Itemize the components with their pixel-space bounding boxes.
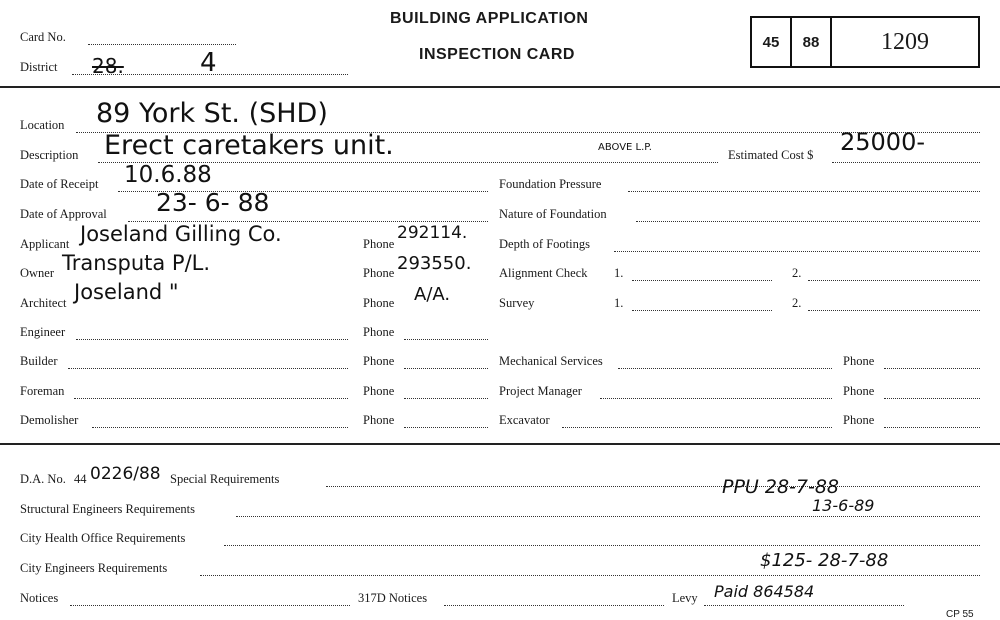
city-health-line[interactable]	[224, 545, 980, 546]
levy-value: Paid 864584	[714, 582, 815, 601]
card-no-line[interactable]	[88, 44, 236, 45]
da-no-prefix: 44	[74, 472, 87, 486]
city-engineers-label: City Engineers Requirements	[20, 561, 168, 575]
owner-phone-value: 293550.	[397, 253, 472, 274]
structural-engineers-label: Structural Engineers Requirements	[20, 502, 195, 516]
middle-divider	[0, 443, 1000, 445]
levy-label: Levy	[672, 591, 698, 605]
demolisher-phone-line[interactable]	[404, 427, 488, 428]
foreman-line[interactable]	[74, 398, 348, 399]
foreman-phone-label: Phone	[363, 384, 395, 398]
city-health-label: City Health Office Requirements	[20, 531, 186, 545]
location-value: 89 York St. (SHD)	[96, 98, 328, 129]
location-label: Location	[20, 118, 65, 132]
special-requirements-label: Special Requirements	[170, 472, 280, 486]
demolisher-phone-label: Phone	[363, 413, 395, 427]
applicant-label: Applicant	[20, 237, 70, 251]
project-manager-label: Project Manager	[499, 384, 582, 398]
excavator-phone-label: Phone	[843, 413, 875, 427]
project-manager-phone-label: Phone	[843, 384, 875, 398]
depth-of-footings-label: Depth of Footings	[499, 237, 590, 251]
alignment-check-num1: 1.	[614, 266, 624, 280]
demolisher-line[interactable]	[92, 427, 348, 428]
card-number-box: 1209	[830, 16, 980, 68]
date-of-approval-label: Date of Approval	[20, 207, 107, 221]
architect-value: Joseland "	[74, 280, 179, 304]
builder-line[interactable]	[68, 368, 348, 369]
nature-of-foundation-label: Nature of Foundation	[499, 207, 607, 221]
header-divider	[0, 86, 1000, 88]
alignment-check-line-1[interactable]	[632, 280, 772, 281]
card-box-1: 45	[750, 16, 792, 68]
owner-phone-label: Phone	[363, 266, 395, 280]
mechanical-services-phone-label: Phone	[843, 354, 875, 368]
excavator-label: Excavator	[499, 413, 550, 427]
owner-label: Owner	[20, 266, 55, 280]
notices-line[interactable]	[70, 605, 350, 606]
demolisher-label: Demolisher	[20, 413, 79, 427]
date-of-receipt-label: Date of Receipt	[20, 177, 99, 191]
notices-317d-label: 317D Notices	[358, 591, 428, 605]
mechanical-services-label: Mechanical Services	[499, 354, 603, 368]
engineer-line[interactable]	[76, 339, 348, 340]
applicant-phone-label: Phone	[363, 237, 395, 251]
builder-label: Builder	[20, 354, 58, 368]
estimated-cost-value: 25000-	[840, 128, 926, 156]
survey-line-2[interactable]	[808, 310, 980, 311]
applicant-value: Joseland Gilling Co.	[80, 222, 282, 246]
notices-317d-line[interactable]	[444, 605, 664, 606]
card-box-2: 88	[790, 16, 832, 68]
special-requirements-line[interactable]	[326, 486, 980, 487]
estimated-cost-label: Estimated Cost $	[728, 148, 814, 162]
date-of-receipt-value: 10.6.88	[124, 162, 212, 188]
owner-value: Transputa P/L.	[62, 251, 211, 275]
form-title-line1: BUILDING APPLICATION	[390, 10, 589, 27]
project-manager-phone-line[interactable]	[884, 398, 980, 399]
da-no-value: 0226/88	[90, 464, 161, 484]
levy-line[interactable]	[704, 605, 904, 606]
form-code: CP 55	[946, 609, 974, 620]
da-no-label: D.A. No.	[20, 472, 66, 486]
depth-of-footings-line[interactable]	[614, 251, 980, 252]
district-label: District	[20, 60, 58, 74]
architect-label: Architect	[20, 296, 67, 310]
foreman-label: Foreman	[20, 384, 65, 398]
mechanical-services-line[interactable]	[618, 368, 832, 369]
builder-phone-label: Phone	[363, 354, 395, 368]
foundation-pressure-line[interactable]	[628, 191, 980, 192]
city-engineers-line[interactable]	[200, 575, 980, 576]
city-engineers-value: $125- 28-7-88	[760, 550, 889, 571]
project-manager-line[interactable]	[600, 398, 832, 399]
nature-of-foundation-line[interactable]	[636, 221, 980, 222]
engineer-label: Engineer	[20, 325, 66, 339]
description-value: Erect caretakers unit.	[104, 130, 394, 161]
structural-engineers-line[interactable]	[236, 516, 980, 517]
excavator-phone-line[interactable]	[884, 427, 980, 428]
alignment-check-line-2[interactable]	[808, 280, 980, 281]
estimated-cost-line[interactable]	[832, 162, 980, 163]
date-of-approval-value: 23- 6- 88	[156, 188, 270, 217]
foreman-phone-line[interactable]	[404, 398, 488, 399]
survey-line-1[interactable]	[632, 310, 772, 311]
mechanical-services-phone-line[interactable]	[884, 368, 980, 369]
foundation-pressure-label: Foundation Pressure	[499, 177, 602, 191]
card-no-label: Card No.	[20, 30, 66, 44]
architect-phone-label: Phone	[363, 296, 395, 310]
architect-phone-value: A/A.	[414, 284, 451, 305]
survey-num2: 2.	[792, 296, 802, 310]
alignment-check-num2: 2.	[792, 266, 802, 280]
district-value: 4	[200, 48, 217, 78]
builder-phone-line[interactable]	[404, 368, 488, 369]
applicant-phone-value: 292114.	[397, 223, 468, 243]
description-note: ABOVE L.P.	[598, 142, 652, 153]
notices-label: Notices	[20, 591, 59, 605]
alignment-check-label: Alignment Check	[499, 266, 588, 280]
structural-note-2: 13-6-89	[812, 496, 875, 515]
structural-note-1: PPU 28-7-88	[722, 476, 840, 498]
engineer-phone-label: Phone	[363, 325, 395, 339]
form-title-line2: INSPECTION CARD	[419, 46, 575, 63]
excavator-line[interactable]	[562, 427, 832, 428]
survey-num1: 1.	[614, 296, 624, 310]
description-label: Description	[20, 148, 79, 162]
district-struck-mark: 28.	[92, 54, 124, 78]
survey-label: Survey	[499, 296, 535, 310]
engineer-phone-line[interactable]	[404, 339, 488, 340]
